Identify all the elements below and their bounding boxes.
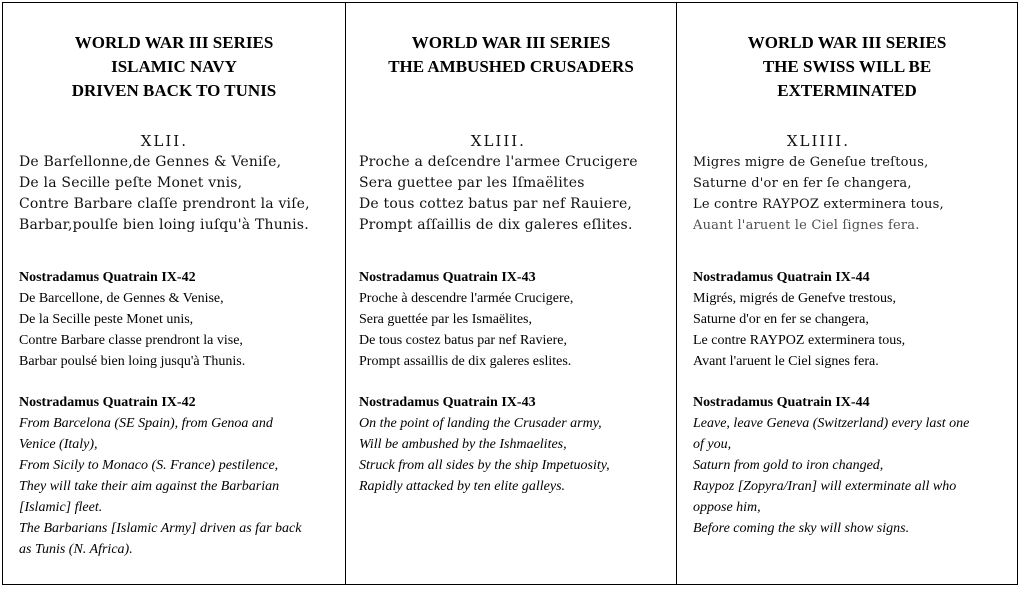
- english-line: as Tunis (N. Africa).: [19, 542, 133, 557]
- print-line: De tous cottez batus par nef Rauiere,: [359, 196, 633, 212]
- english-line: The Barbarians [Islamic Army] driven as far back: [19, 521, 302, 536]
- english-line: Before coming the sky will show signs.: [693, 521, 910, 536]
- english-translation: [693, 392, 1009, 539]
- column-title: [346, 31, 676, 79]
- french-line: Barbar poulsé bien loing jusqu'à Thunis.: [19, 354, 246, 369]
- english-line: Leave, leave Geneva (Switzerland) every last one: [693, 416, 970, 431]
- french-text: [693, 267, 1009, 372]
- french-line: Contre Barbare classe prendront la vise,: [19, 333, 243, 348]
- french-heading: Nostradamus Quatrain IX-42: [19, 270, 196, 285]
- print-line: Le contre RAYPOZ exterminera tous,: [693, 197, 944, 212]
- english-line: Struck from all sides by the ship Impetuosity,: [359, 458, 610, 473]
- print-line: Proche a deſcendre l'armee Crucigere: [359, 154, 638, 170]
- english-line: They will take their aim against the Barbarian: [19, 479, 280, 494]
- english-translation: [19, 392, 339, 560]
- print-line: Prompt aſſaillis de dix galeres eſlites.: [359, 217, 633, 233]
- french-line: De Barcellone, de Gennes & Venise,: [19, 291, 224, 306]
- english-line: From Sicily to Monaco (S. France) pestilence,: [19, 458, 279, 473]
- french-line: Avant l'aruent le Ciel signes fera.: [693, 354, 879, 369]
- original-print-quatrain: [359, 131, 638, 236]
- quatrain-table: [2, 2, 1018, 585]
- original-print-quatrain: [19, 131, 310, 236]
- column-ix-42: [3, 3, 346, 584]
- column-ix-44: [677, 3, 1017, 584]
- print-line: De la Secille peſte Monet vnis,: [19, 175, 243, 191]
- title-line: WORLD WAR III SERIES: [411, 33, 611, 52]
- title-line: DRIVEN BACK TO TUNIS: [71, 81, 277, 100]
- title-line: EXTERMINATED: [777, 81, 917, 100]
- english-line: Saturn from gold to iron changed,: [693, 458, 884, 473]
- french-line: Migrés, migrés de Genefve trestous,: [693, 291, 896, 306]
- french-line: Prompt assaillis de dix galeres eslites.: [359, 354, 572, 369]
- print-line: Migres migre de Geneſue treſtous,: [693, 155, 929, 170]
- print-line: Sera guettee par les Iſmaëlites: [359, 175, 585, 191]
- english-line: oppose him,: [693, 500, 761, 515]
- english-line: of you,: [693, 437, 732, 452]
- original-print-quatrain: [693, 131, 944, 236]
- english-translation: [359, 392, 670, 497]
- english-heading: Nostradamus Quatrain IX-43: [359, 395, 536, 410]
- french-line: Saturne d'or en fer se changera,: [693, 312, 869, 327]
- french-text: [359, 267, 670, 372]
- english-line: Rapidly attacked by ten elite galleys.: [359, 479, 566, 494]
- column-title: [3, 31, 345, 103]
- french-heading: Nostradamus Quatrain IX-44: [693, 270, 870, 285]
- english-line: [Islamic] fleet.: [19, 500, 103, 515]
- english-line: Venice (Italy),: [19, 437, 98, 452]
- english-line: On the point of landing the Crusader army,: [359, 416, 602, 431]
- print-line: Auant l'aruent le Ciel ſignes fera.: [693, 218, 920, 233]
- english-heading: Nostradamus Quatrain IX-42: [19, 395, 196, 410]
- english-line: Raypoz [Zopyra/Iran] will exterminate all who: [693, 479, 957, 494]
- title-line: THE SWISS WILL BE: [762, 57, 932, 76]
- french-text: [19, 267, 339, 372]
- english-line: From Barcelona (SE Spain), from Genoa and: [19, 416, 273, 431]
- quatrain-number: XLII.: [140, 132, 188, 150]
- title-line: WORLD WAR III SERIES: [74, 33, 274, 52]
- print-line: De Barſellonne,de Gennes & Veniſe,: [19, 154, 282, 170]
- english-heading: Nostradamus Quatrain IX-44: [693, 395, 870, 410]
- title-line: WORLD WAR III SERIES: [747, 33, 947, 52]
- print-line: Saturne d'or en fer ſe changera,: [693, 176, 912, 191]
- quatrain-number: XLIII.: [470, 132, 526, 150]
- column-title: [677, 31, 1017, 103]
- french-line: De tous costez batus par nef Raviere,: [359, 333, 567, 348]
- french-line: Proche à descendre l'armée Crucigere,: [359, 291, 574, 306]
- french-heading: Nostradamus Quatrain IX-43: [359, 270, 536, 285]
- title-line: THE AMBUSHED CRUSADERS: [388, 57, 634, 76]
- column-ix-43: [346, 3, 677, 584]
- english-line: Will be ambushed by the Ishmaelites,: [359, 437, 567, 452]
- french-line: Le contre RAYPOZ exterminera tous,: [693, 333, 906, 348]
- french-line: De la Secille peste Monet unis,: [19, 312, 194, 327]
- title-line: ISLAMIC NAVY: [111, 57, 237, 76]
- french-line: Sera guettée par les Ismaëlites,: [359, 312, 532, 327]
- quatrain-number: XLIIII.: [786, 132, 850, 150]
- print-line: Contre Barbare claſſe prendront la viſe,: [19, 196, 310, 212]
- print-line: Barbar,poulſe bien loing iuſqu'à Thunis.: [19, 217, 309, 233]
